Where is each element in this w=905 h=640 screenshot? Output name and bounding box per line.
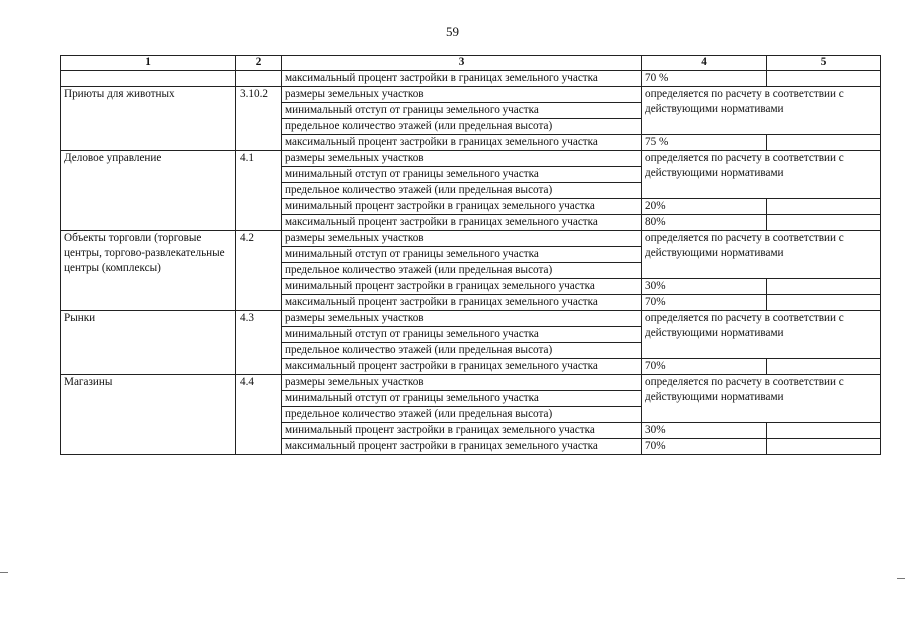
parameter-cell: максимальный процент застройки в границах земельного участка: [282, 135, 642, 151]
empty-cell: [767, 199, 881, 215]
parameter-cell: минимальный отступ от границы земельного участка: [282, 327, 642, 343]
empty-cell: [767, 295, 881, 311]
empty-cell: [767, 135, 881, 151]
use-type-name-cell: Деловое управление: [61, 151, 236, 231]
table-row: [61, 375, 881, 391]
parameter-cell: размеры земельных участков: [282, 87, 642, 103]
empty-cell: [767, 423, 881, 439]
empty-cell: [767, 359, 881, 375]
percent-value-cell: 30%: [642, 423, 767, 439]
percent-value-cell: 30%: [642, 279, 767, 295]
merged-value-cell: определяется по расчету в соответствии с действующими нормативами: [642, 375, 881, 423]
header-col-5: 5: [767, 56, 881, 71]
use-type-code-cell: 3.10.2: [236, 87, 282, 151]
land-use-regulations-table: [60, 55, 881, 455]
percent-value-cell: 20%: [642, 199, 767, 215]
parameter-cell: размеры земельных участков: [282, 151, 642, 167]
left-edge-mark: [0, 572, 8, 573]
table-row: [61, 87, 881, 103]
use-type-code-cell: 4.3: [236, 311, 282, 375]
continuation-name-cell: [61, 71, 236, 87]
merged-value-cell: определяется по расчету в соответствии с действующими нормативами: [642, 231, 881, 279]
use-type-name-cell: Рынки: [61, 311, 236, 375]
parameter-cell: максимальный процент застройки в границах земельного участка: [282, 295, 642, 311]
continuation-value-cell: 70 %: [642, 71, 767, 87]
percent-value-cell: 70%: [642, 439, 767, 455]
parameter-cell: максимальный процент застройки в границах земельного участка: [282, 359, 642, 375]
empty-cell: [767, 215, 881, 231]
right-edge-mark: [897, 578, 905, 579]
use-type-name-cell: Приюты для животных: [61, 87, 236, 151]
table-body: [61, 71, 881, 455]
continuation-empty-cell: [767, 71, 881, 87]
use-type-name-cell: Объекты торговли (торговые центры, торгово-развлекательные центры (комплексы): [61, 231, 236, 311]
parameter-cell: минимальный отступ от границы земельного участка: [282, 167, 642, 183]
percent-value-cell: 75 %: [642, 135, 767, 151]
parameter-cell: максимальный процент застройки в границах земельного участка: [282, 439, 642, 455]
parameter-cell: предельное количество этажей (или предельная высота): [282, 343, 642, 359]
parameter-cell: размеры земельных участков: [282, 375, 642, 391]
header-col-2: 2: [236, 56, 282, 71]
use-type-code-cell: 4.2: [236, 231, 282, 311]
merged-value-cell: определяется по расчету в соответствии с действующими нормативами: [642, 87, 881, 135]
percent-value-cell: 80%: [642, 215, 767, 231]
parameter-cell: предельное количество этажей (или предельная высота): [282, 119, 642, 135]
percent-value-cell: 70%: [642, 359, 767, 375]
percent-value-cell: 70%: [642, 295, 767, 311]
empty-cell: [767, 439, 881, 455]
parameter-cell: предельное количество этажей (или предельная высота): [282, 263, 642, 279]
header-col-4: 4: [642, 56, 767, 71]
continuation-code-cell: [236, 71, 282, 87]
use-type-code-cell: 4.1: [236, 151, 282, 231]
parameter-cell: минимальный процент застройки в границах земельного участка: [282, 279, 642, 295]
parameter-cell: минимальный процент застройки в границах земельного участка: [282, 423, 642, 439]
continuation-param-cell: максимальный процент застройки в границах земельного участка: [282, 71, 642, 87]
parameter-cell: предельное количество этажей (или предельная высота): [282, 183, 642, 199]
parameter-cell: минимальный отступ от границы земельного участка: [282, 247, 642, 263]
parameter-cell: минимальный отступ от границы земельного участка: [282, 103, 642, 119]
table-row: [61, 151, 881, 167]
parameter-cell: размеры земельных участков: [282, 231, 642, 247]
table-row: [61, 71, 881, 87]
page-number: 59: [446, 24, 459, 39]
header-col-1: 1: [61, 56, 236, 71]
merged-value-cell: определяется по расчету в соответствии с действующими нормативами: [642, 311, 881, 359]
parameter-cell: минимальный отступ от границы земельного участка: [282, 391, 642, 407]
table-row: [61, 231, 881, 247]
parameter-cell: предельное количество этажей (или предельная высота): [282, 407, 642, 423]
header-row: [61, 56, 881, 71]
merged-value-cell: определяется по расчету в соответствии с действующими нормативами: [642, 151, 881, 199]
use-type-code-cell: 4.4: [236, 375, 282, 455]
parameter-cell: размеры земельных участков: [282, 311, 642, 327]
parameter-cell: минимальный процент застройки в границах земельного участка: [282, 199, 642, 215]
empty-cell: [767, 279, 881, 295]
use-type-name-cell: Магазины: [61, 375, 236, 455]
table-row: [61, 311, 881, 327]
parameter-cell: максимальный процент застройки в границах земельного участка: [282, 215, 642, 231]
header-col-3: 3: [282, 56, 642, 71]
